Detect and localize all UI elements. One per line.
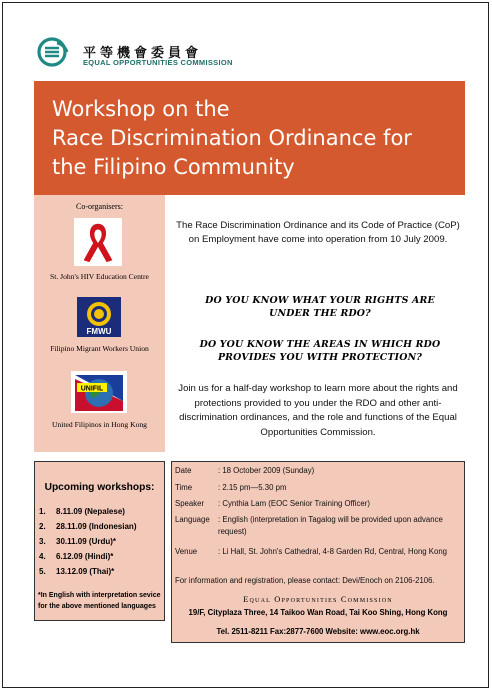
- upcoming-list: [35, 507, 164, 582]
- question-line: UNDER THE RDO?: [269, 308, 371, 319]
- item-text: 28.11.09 (Indonesian): [56, 522, 137, 531]
- svg-text:FMWU: FMWU: [86, 327, 112, 336]
- detail-key: Date: [175, 466, 192, 475]
- co-organisers-panel: [34, 195, 165, 452]
- title-line: Workshop on the: [52, 97, 230, 121]
- registration-info: For information and registration, please contact: Devi/Enoch on 2106-2106.: [175, 576, 435, 585]
- item-number: 3.: [39, 537, 46, 546]
- detail-value: : 2.15 pm—5.30 pm: [218, 483, 287, 492]
- detail-key: Speaker: [175, 499, 205, 508]
- org-name: St. John's HIV Education Centre: [50, 272, 149, 281]
- eoc-logo-icon: [37, 37, 73, 67]
- item-number: 1.: [39, 507, 46, 516]
- item-number: 4.: [39, 552, 46, 561]
- detail-value: : English (interpretation in Tagalog will be provided upon advance request): [218, 515, 443, 536]
- list-item: [35, 552, 164, 567]
- detail-value: : Cynthia Lam (EOC Senior Training Officer): [218, 499, 370, 508]
- fmwu-logo: [77, 297, 121, 337]
- detail-key: Language: [175, 515, 210, 524]
- item-text: 8.11.09 (Nepalese): [56, 507, 125, 516]
- workshop-title: [52, 95, 455, 182]
- title-line: the Filipino Community: [52, 155, 295, 179]
- question-line: PROVIDES YOU WITH PROTECTION?: [217, 352, 423, 363]
- detail-value: : Li Hall, St. John's Cathedral, 4-8 Garden Rd, Central, Hong Kong: [218, 547, 448, 556]
- list-item: [35, 537, 164, 552]
- org-name-zh: 平等機會委員會: [83, 46, 203, 61]
- upcoming-workshops-box: [34, 461, 165, 621]
- title-line: Race Discrimination Ordinance for: [52, 126, 412, 150]
- unifil-logo: [71, 371, 127, 413]
- item-text: 6.12.09 (Hindi)*: [56, 552, 114, 561]
- detail-key: Venue: [175, 547, 198, 556]
- detail-value: : 18 October 2009 (Sunday): [218, 466, 315, 475]
- item-number: 2.: [39, 522, 46, 531]
- join-us-text: Join us for a half-day workshop to learn more about the rights and protections provided to you under the RDO and other anti-discrimination ordinances, and the role and functions of the Equal Opportunities Commission.: [178, 383, 458, 438]
- co-organisers-heading: Co-organisers:: [76, 202, 123, 211]
- list-item: [35, 507, 164, 522]
- svg-text:UNIFIL: UNIFIL: [80, 385, 104, 393]
- intro-text: The Race Discrimination Ordinance and its Code of Practice (CoP) on Employment have come into operation from 10 July 2009.: [176, 220, 460, 245]
- poster: [2, 2, 489, 688]
- org-name-en: EQUAL OPPORTUNITIES COMMISSION: [83, 58, 233, 67]
- org-name: Filipino Migrant Workers Union: [50, 344, 149, 353]
- title-banner: [34, 81, 465, 195]
- eoc-address: 19/F, Cityplaza Three, 14 Taikoo Wan Road, Tai Koo Shing, Hong Kong: [188, 608, 448, 617]
- item-text: 13.12.09 (Thai)*: [56, 567, 115, 576]
- rights-question: [179, 294, 461, 320]
- item-text: 30.11.09 (Urdu)*: [56, 537, 117, 546]
- org-name: United Filipinos in Hong Kong: [52, 420, 147, 429]
- red-ribbon-icon: [74, 217, 122, 267]
- upcoming-title: Upcoming workshops:: [44, 482, 155, 493]
- list-item: [35, 567, 164, 582]
- item-number: 5.: [39, 567, 46, 576]
- protection-question: [179, 338, 461, 364]
- interpretation-note: *In English with interpretation sevice for the above mentioned languages: [38, 592, 161, 610]
- eoc-name: Equal Opportunities Commission: [243, 595, 393, 604]
- list-item: [35, 522, 164, 537]
- detail-key: Time: [175, 483, 193, 492]
- question-line: DO YOU KNOW WHAT YOUR RIGHTS ARE: [205, 295, 435, 306]
- eoc-contact: Tel. 2511-8211 Fax:2877-7600 Website: www.eoc.org.hk: [216, 627, 420, 636]
- workshop-details-box: [171, 461, 465, 643]
- question-line: DO YOU KNOW THE AREAS IN WHICH RDO: [199, 339, 441, 350]
